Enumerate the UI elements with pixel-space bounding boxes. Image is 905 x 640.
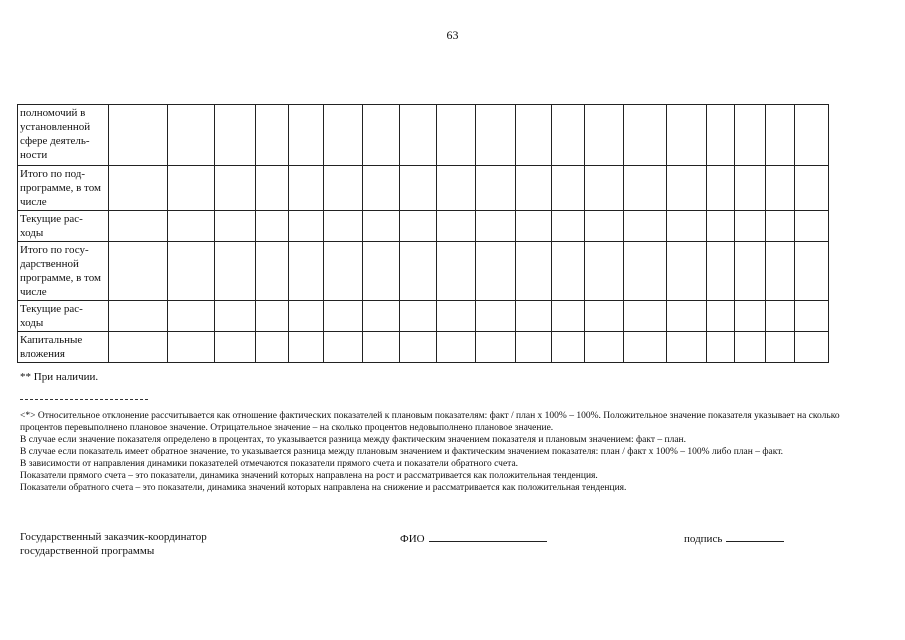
table-row (18, 166, 829, 211)
signature-org-line: Государственный заказчик-координатор (20, 531, 207, 543)
table-row (18, 301, 829, 332)
table-cell (363, 105, 400, 166)
signature-field (684, 530, 784, 545)
table-cell (667, 332, 707, 363)
table-cell (516, 166, 552, 211)
table-row (18, 332, 829, 363)
table-cell (437, 105, 476, 166)
table-cell (400, 301, 437, 332)
table-cell (363, 242, 400, 301)
table-cell (585, 301, 624, 332)
signature-org-line: государственной программы (20, 545, 155, 557)
table-cell (667, 242, 707, 301)
table-cell (400, 332, 437, 363)
table-cell (624, 211, 667, 242)
table-cell (516, 242, 552, 301)
table-cell (400, 211, 437, 242)
table-cell (215, 105, 256, 166)
row-label: Итого по госу- дарственной программе, в том числе (18, 242, 109, 301)
table-cell (324, 105, 363, 166)
table-cell (289, 166, 324, 211)
table-cell (363, 166, 400, 211)
table-cell (437, 211, 476, 242)
table-cell (363, 211, 400, 242)
row-label: Текущие рас- ходы (18, 301, 109, 332)
table-cell (109, 105, 168, 166)
table-cell (795, 301, 829, 332)
table-cell (766, 301, 795, 332)
row-label: Текущие рас- ходы (18, 211, 109, 242)
table-cell (289, 332, 324, 363)
table-cell (476, 105, 516, 166)
table-cell (289, 105, 324, 166)
table-cell (766, 211, 795, 242)
table-cell (215, 301, 256, 332)
table-cell (289, 242, 324, 301)
signature-blank-line (726, 530, 784, 542)
table-cell (256, 242, 289, 301)
table-cell (400, 166, 437, 211)
table-cell (437, 332, 476, 363)
table-cell (109, 332, 168, 363)
table-cell (795, 166, 829, 211)
table-row (18, 242, 829, 301)
table-cell (400, 242, 437, 301)
table-cell (168, 105, 215, 166)
table-cell (667, 301, 707, 332)
table-cell (585, 242, 624, 301)
table-cell (289, 301, 324, 332)
table-cell (624, 166, 667, 211)
table-cell (324, 211, 363, 242)
table-cell (766, 242, 795, 301)
table-cell (289, 211, 324, 242)
table-cell (552, 301, 585, 332)
table-cell (168, 332, 215, 363)
fio-blank-line (429, 530, 547, 542)
table-cell (109, 166, 168, 211)
table-cell (735, 301, 766, 332)
table-cell (624, 105, 667, 166)
footnote-paragraph: Показатели прямого счета – это показатели, динамика значений которых направлена на рост и рассматривается как положительная тенденция. (20, 471, 598, 481)
table-cell (476, 301, 516, 332)
table-cell (707, 332, 735, 363)
table-cell (667, 211, 707, 242)
customer-coordinator-label (20, 530, 207, 558)
footnote-paragraph: В случае если показатель имеет обратное значение, то указывается разница между плановым значением и фактическим значением показателя: план / факт x 100% – 100% либо план – факт. (20, 447, 784, 457)
table-cell (324, 166, 363, 211)
table-cell (795, 242, 829, 301)
page-number: 63 (446, 28, 459, 42)
table-cell (707, 242, 735, 301)
table-cell (735, 166, 766, 211)
table-cell (552, 105, 585, 166)
table-cell (707, 166, 735, 211)
table-cell (766, 332, 795, 363)
table-cell (795, 105, 829, 166)
table-cell (437, 301, 476, 332)
table-cell (735, 242, 766, 301)
table-cell (667, 105, 707, 166)
table-cell (516, 105, 552, 166)
footnote-paragraph: Показатели обратного счета – это показатели, динамика значений которых направлена на снижение и рассматривается как положительная тенденция. (20, 483, 627, 493)
fio-field (400, 530, 547, 545)
table-cell (168, 242, 215, 301)
table-cell (516, 211, 552, 242)
table-row (18, 105, 829, 166)
table-cell (215, 332, 256, 363)
table-cell (707, 211, 735, 242)
table-cell (735, 332, 766, 363)
table-cell (256, 105, 289, 166)
table-cell (109, 242, 168, 301)
row-label: полномочий в установленной сфере деятель- ности (18, 105, 109, 166)
table-cell (324, 301, 363, 332)
footnote-paragraph: В случае если значение показателя определено в процентах, то указывается разница между фактическим значением показателя и плановым значением: факт – план. (20, 435, 687, 445)
table-cell (516, 301, 552, 332)
table-cell (437, 166, 476, 211)
table-cell (624, 242, 667, 301)
table-cell (552, 211, 585, 242)
row-label: Итого по под- программе, в том числе (18, 166, 109, 211)
table-cell (476, 166, 516, 211)
signature-label: подпись (684, 533, 723, 545)
row-label: Капитальные вложения (18, 332, 109, 363)
table-cell (324, 332, 363, 363)
footnote-paragraph: В зависимости от направления динамики показателей отмечаются показатели прямого счета и показатели обратного счета. (20, 459, 519, 469)
table-cell (667, 166, 707, 211)
table-cell (585, 166, 624, 211)
availability-note: ** При наличии. (20, 371, 99, 383)
table-cell (109, 301, 168, 332)
fio-label: ФИО (400, 533, 425, 545)
table-cell (256, 166, 289, 211)
table-cell (476, 211, 516, 242)
table-cell (215, 166, 256, 211)
table-cell (516, 332, 552, 363)
table-cell (256, 211, 289, 242)
table-cell (795, 211, 829, 242)
table-cell (215, 242, 256, 301)
table-cell (735, 211, 766, 242)
table-cell (256, 332, 289, 363)
table-cell (552, 166, 585, 211)
table-cell (324, 242, 363, 301)
table-cell (363, 301, 400, 332)
table-cell (707, 105, 735, 166)
table-cell (624, 332, 667, 363)
table-cell (552, 332, 585, 363)
footnote-paragraph: <*> Относительное отклонение рассчитывается как отношение фактических показателей к плановым показателям: факт / план x 100% – 100%. Положительное значение показателя указывает на сколько процентов перевыполнено плановое значение. Отрицательное значение – на сколько процентов недовыполнено плановое значение. (20, 411, 840, 433)
table-cell (215, 211, 256, 242)
footnotes (20, 410, 880, 494)
table-cell (766, 166, 795, 211)
table-row (18, 211, 829, 242)
table-cell (476, 242, 516, 301)
table-cell (437, 242, 476, 301)
table-cell (766, 105, 795, 166)
table-cell (363, 332, 400, 363)
table-cell (585, 211, 624, 242)
table-cell (168, 166, 215, 211)
table-cell (735, 105, 766, 166)
footnote-separator (20, 399, 148, 400)
table-cell (585, 105, 624, 166)
table-cell (168, 301, 215, 332)
table-cell (168, 211, 215, 242)
table-cell (624, 301, 667, 332)
table-cell (795, 332, 829, 363)
table-cell (400, 105, 437, 166)
table-cell (476, 332, 516, 363)
table-cell (585, 332, 624, 363)
table-cell (109, 211, 168, 242)
report-table (17, 104, 829, 363)
table-cell (256, 301, 289, 332)
table-cell (707, 301, 735, 332)
table-cell (552, 242, 585, 301)
